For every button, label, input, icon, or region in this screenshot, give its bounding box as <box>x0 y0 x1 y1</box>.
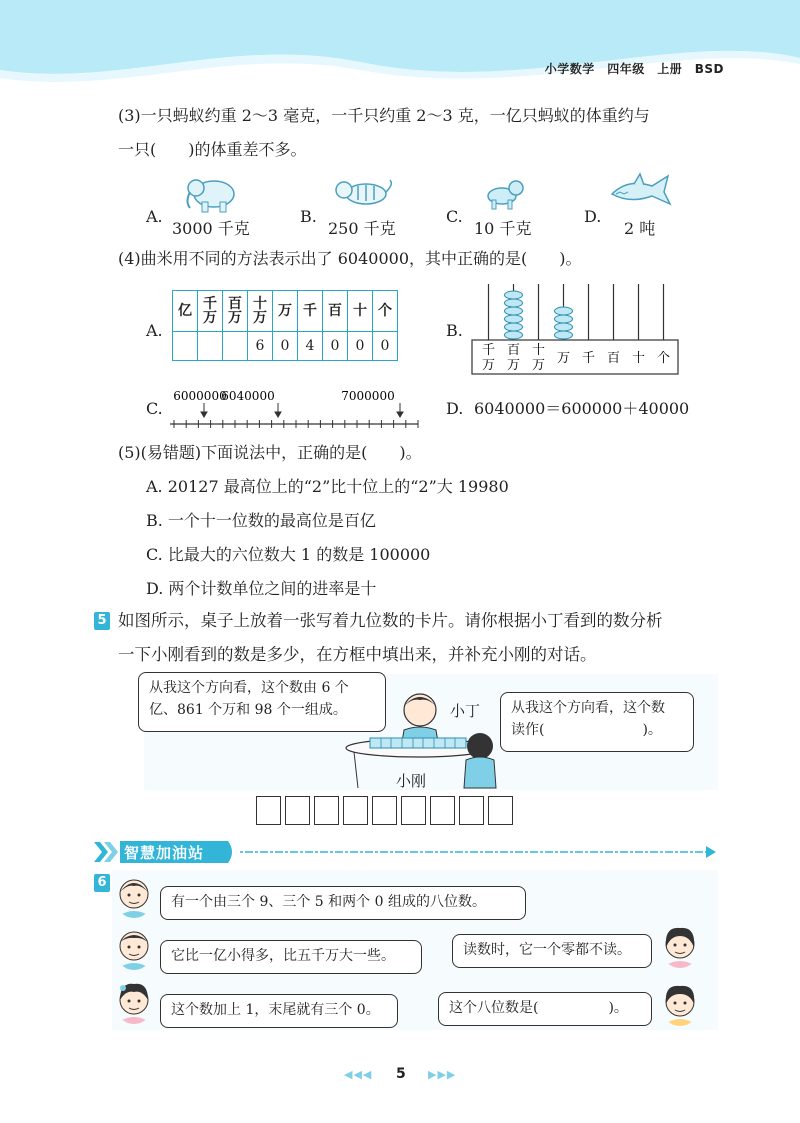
abacus-bead <box>505 299 523 307</box>
answer-digit-box[interactable] <box>256 796 281 825</box>
page-number: 5 <box>396 1066 406 1082</box>
place-value-header: 亿 <box>173 291 198 332</box>
p6-bubble-4: 这个数加上 1，末尾就有三个 0。 <box>160 994 398 1028</box>
q3-line2: 一只( )的体重差不多。 <box>118 140 307 159</box>
header-wave <box>0 0 800 95</box>
q3-option-b-value: 250 千克 <box>328 219 396 238</box>
q4-option-b-letter: B. <box>446 321 463 340</box>
place-value-header: 十 万 <box>248 291 273 332</box>
abacus-bead <box>555 331 573 339</box>
abacus <box>470 282 680 376</box>
girl-avatar-2 <box>660 924 700 968</box>
q3-line1: (3)一只蚂蚁约重 2～3 毫克，一千只约重 2～3 克，一亿只蚂蚁的体重约与 <box>118 106 650 125</box>
q4-option-c-letter: C. <box>146 399 163 418</box>
answer-digit-box[interactable] <box>459 796 484 825</box>
abacus-bead <box>505 291 523 299</box>
shark-icon <box>608 170 672 210</box>
abacus-bead <box>505 307 523 315</box>
place-value-header: 十 <box>348 291 373 332</box>
q3-option-d-letter: D. <box>584 207 602 226</box>
p6-bubble-5: 这个八位数是( )。 <box>438 992 652 1026</box>
bubble-xiaoding-line2: 亿、861 个万和 98 个一组成。 <box>149 702 347 718</box>
dog-icon <box>480 176 528 212</box>
place-value-cell: 4 <box>298 332 323 361</box>
q4-stem: (4)曲米用不同的方法表示出了 6040000，其中正确的是( )。 <box>118 249 582 268</box>
header-course-info: 小学数学 四年级 上册 BSD <box>544 62 724 76</box>
abacus-place-label: 万 <box>531 358 546 373</box>
number-line <box>170 388 420 432</box>
answer-digit-box[interactable] <box>488 796 513 825</box>
answer-digit-box[interactable] <box>401 796 426 825</box>
abacus-bead <box>505 331 523 339</box>
q3-option-c-letter: C. <box>446 207 463 226</box>
place-value-cell <box>223 332 248 361</box>
q5-option-d: D. 两个计数单位之间的进率是十 <box>146 579 377 598</box>
problem-5-line1: 如图所示，桌子上放着一张写着九位数的卡片。请你根据小丁看到的数分析 <box>118 611 663 630</box>
abacus-place-label: 十 <box>631 351 646 366</box>
answer-digit-box[interactable] <box>314 796 339 825</box>
boy-avatar-1 <box>114 874 154 918</box>
girl-avatar-3 <box>660 982 700 1026</box>
abacus-place-label: 十 <box>531 343 546 358</box>
q5-option-a: A. 20127 最高位上的“2”比十位上的“2”大 19980 <box>146 477 509 496</box>
number-line-label-mid: 6040000 <box>221 389 275 403</box>
q5-stem: (5)(易错题)下面说法中，正确的是( )。 <box>118 443 422 462</box>
bubble-xiaoding-line1: 从我这个方向看，这个数由 6 个 <box>149 680 349 696</box>
q3-option-b-letter: B. <box>300 207 317 226</box>
q4-option-d-text: 6040000＝600000＋40000 <box>474 399 690 418</box>
place-value-cell: 0 <box>273 332 298 361</box>
footer-left-arrows: ◀◀◀ <box>344 1068 373 1081</box>
abacus-bead <box>555 315 573 323</box>
abacus-place-label: 万 <box>506 358 521 373</box>
place-value-table <box>172 290 398 361</box>
abacus-place-label: 百 <box>606 351 621 366</box>
place-value-header: 千 <box>298 291 323 332</box>
number-line-label-start: 6000000 <box>173 389 227 403</box>
answer-digit-box[interactable] <box>285 796 310 825</box>
section-title: 智慧加油站 <box>124 844 205 862</box>
q3-option-a-value: 3000 千克 <box>172 219 250 238</box>
abacus-bead <box>555 323 573 331</box>
speech-bubble-xiaogang <box>500 692 694 752</box>
bubble-xiaogang-line1: 从我这个方向看，这个数 <box>511 700 665 716</box>
name-xiaoding: 小丁 <box>450 702 481 720</box>
q4-option-d-letter: D. <box>446 399 464 418</box>
elephant-icon <box>182 172 242 214</box>
tiger-icon <box>332 176 394 212</box>
problem-5-badge: 5 <box>94 612 110 630</box>
place-value-header: 千 万 <box>198 291 223 332</box>
abacus-bead <box>555 307 573 315</box>
abacus-bead <box>505 323 523 331</box>
place-value-cell: 0 <box>323 332 348 361</box>
abacus-frame <box>472 340 678 374</box>
answer-digit-box[interactable] <box>343 796 368 825</box>
abacus-bead <box>505 315 523 323</box>
q3-option-c-value: 10 千克 <box>474 219 532 238</box>
abacus-place-label: 个 <box>656 351 671 366</box>
abacus-place-label: 千 <box>581 351 596 366</box>
place-value-header: 个 <box>373 291 398 332</box>
place-value-header: 百 万 <box>223 291 248 332</box>
answer-digit-box[interactable] <box>372 796 397 825</box>
q3-option-d-value: 2 吨 <box>624 219 656 238</box>
q5-option-b: B. 一个十一位数的最高位是百亿 <box>146 511 376 530</box>
place-value-header: 百 <box>323 291 348 332</box>
place-value-cell: 6 <box>248 332 273 361</box>
q4-option-a-letter: A. <box>146 321 163 340</box>
abacus-place-label: 百 <box>506 343 521 358</box>
name-xiaogang: 小刚 <box>396 772 427 790</box>
boy-avatar-2 <box>114 926 154 970</box>
q3-option-a-letter: A. <box>146 207 163 226</box>
problem-6-badge: 6 <box>94 874 110 892</box>
abacus-place-label: 万 <box>481 358 496 373</box>
p6-bubble-1: 有一个由三个 9、三个 5 和两个 0 组成的八位数。 <box>160 886 526 920</box>
number-line-label-end: 7000000 <box>341 389 395 403</box>
place-value-cell: 0 <box>373 332 398 361</box>
place-value-header: 万 <box>273 291 298 332</box>
q5-option-c: C. 比最大的六位数大 1 的数是 100000 <box>146 545 431 564</box>
bubble-xiaogang-line2: 读作( )。 <box>511 722 662 738</box>
p6-bubble-2: 它比一亿小得多，比五千万大一些。 <box>160 940 422 974</box>
footer-right-arrows: ▶▶▶ <box>428 1068 457 1081</box>
answer-digit-box[interactable] <box>430 796 455 825</box>
girl-avatar-1 <box>114 980 154 1024</box>
abacus-place-label: 千 <box>481 343 496 358</box>
p6-bubble-3: 读数时，它一个零都不读。 <box>452 934 652 968</box>
abacus-place-label: 万 <box>556 351 571 366</box>
place-value-cell <box>198 332 223 361</box>
problem-5-line2: 一下小刚看到的数是多少，在方框中填出来，并补充小刚的对话。 <box>118 645 597 664</box>
place-value-cell: 0 <box>348 332 373 361</box>
place-value-cell <box>173 332 198 361</box>
answer-digit-boxes <box>256 796 513 825</box>
